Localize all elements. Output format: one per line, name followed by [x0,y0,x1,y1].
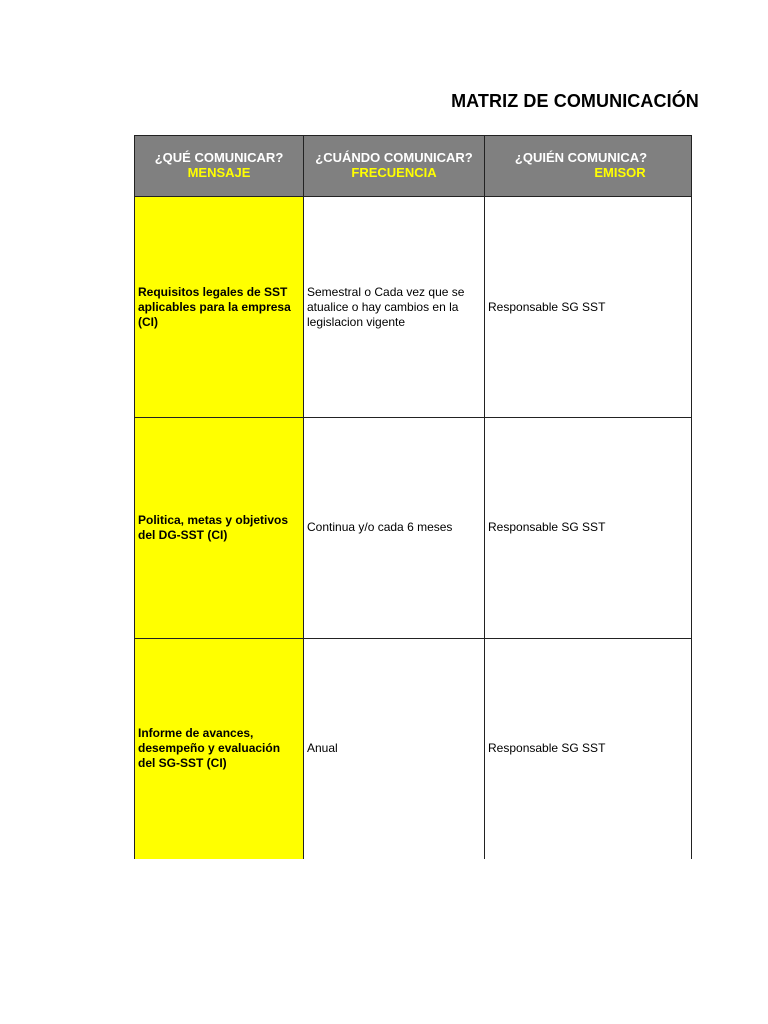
frequency-cell [304,417,485,638]
header-question: ¿CUÁNDO COMUNICAR? [315,150,473,165]
header-label: MENSAJE [187,165,251,180]
frequency-cell [304,638,485,859]
header-label: FRECUENCIA [351,165,437,180]
emitter-cell [485,417,692,638]
frequency-cell [304,197,485,418]
table-row [134,417,692,638]
header-label: EMISOR [594,165,646,180]
table-header-row [134,135,692,197]
message-text: Requisitos legales de SST aplicables para la empresa (CI) [138,285,291,329]
header-question: ¿QUIÉN COMUNICA? [514,150,648,165]
emitter-cell [485,638,692,859]
header-cell-frecuencia [304,136,485,196]
header-question: ¿QUÉ COMUNICAR? [154,150,284,165]
emitter-text: Responsable SG SST [488,300,606,314]
table-row [134,638,692,859]
frequency-text: Continua y/o cada 6 meses [307,520,453,534]
message-text: Politica, metas y objetivos del DG-SST (CI) [138,512,289,542]
message-cell [134,197,304,418]
header-cell-emisor [485,136,691,196]
message-cell [134,417,304,638]
emitter-text: Responsable SG SST [488,741,606,755]
frequency-text: Semestral o Cada vez que se atualice o hay cambios en la legislacion vigente [307,285,465,329]
frequency-text: Anual [307,741,338,755]
message-text: Informe de avances, desempeño y evaluación del SG-SST (CI) [138,726,281,770]
header-cell-mensaje [135,136,304,196]
row-divider [134,638,692,639]
document-title: MATRIZ DE COMUNICACIÓN [451,91,699,111]
communication-matrix-table [134,135,692,860]
emitter-cell [485,197,692,418]
emitter-text: Responsable SG SST [488,520,606,534]
table-row [134,197,692,418]
message-cell [134,638,304,859]
row-divider [134,417,692,418]
